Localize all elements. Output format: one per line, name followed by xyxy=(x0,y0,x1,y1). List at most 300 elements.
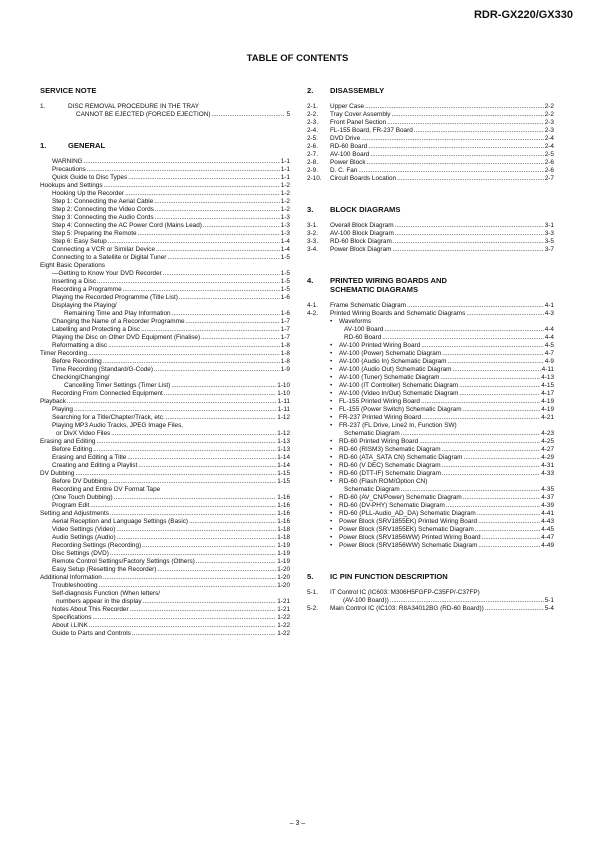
entry-page: 1-21 xyxy=(277,598,290,605)
entry-page: 4-21 xyxy=(541,414,554,421)
bullet-icon: • xyxy=(330,398,333,405)
leader-dots xyxy=(132,630,276,638)
section-heading xyxy=(40,141,290,150)
toc-entry[interactable] xyxy=(40,422,290,430)
entry-label: WARNING xyxy=(52,158,83,165)
toc-entry[interactable] xyxy=(307,342,554,350)
toc-entry[interactable] xyxy=(307,222,554,230)
toc-entry[interactable] xyxy=(40,430,290,438)
entry-number: 3-2. xyxy=(307,230,319,237)
toc-entry[interactable] xyxy=(40,590,290,598)
leader-dots xyxy=(96,438,276,446)
entry-page: 2-6 xyxy=(544,167,554,174)
leader-dots xyxy=(99,582,277,590)
leader-dots xyxy=(382,334,543,342)
leader-dots xyxy=(74,406,277,414)
toc-entry[interactable] xyxy=(40,390,290,398)
entry-label: FL-155 Printed Wiring Board xyxy=(339,398,420,405)
leader-dots xyxy=(138,230,280,238)
toc-entry[interactable] xyxy=(307,246,554,254)
toc-entry[interactable] xyxy=(40,166,290,174)
toc-entry[interactable] xyxy=(307,119,554,127)
entry-label: Specifications xyxy=(52,614,92,621)
section-title: PRINTED WIRING BOARDS AND xyxy=(330,276,447,285)
toc-entry[interactable] xyxy=(307,358,554,366)
entry-label: Playback xyxy=(40,398,66,405)
entry-label: Before DV Dubbing xyxy=(52,478,108,485)
leader-dots xyxy=(90,502,276,510)
entry-label: RD-60 (AV_CN/Power) Schematic Diagram xyxy=(339,494,462,501)
toc-entry[interactable] xyxy=(40,294,290,302)
toc-entry[interactable] xyxy=(40,238,290,246)
entry-label: DISC REMOVAL PROCEDURE IN THE TRAY xyxy=(68,103,200,110)
leader-dots xyxy=(397,175,544,183)
toc-entry[interactable] xyxy=(40,438,290,446)
entry-page: 1-20 xyxy=(277,574,290,581)
toc-entry[interactable] xyxy=(40,542,290,550)
toc-entry[interactable] xyxy=(307,167,554,175)
entry-page: 2-4 xyxy=(544,135,554,142)
leader-dots xyxy=(201,334,280,342)
leader-dots xyxy=(414,127,544,135)
entry-label: Program Edit xyxy=(52,502,90,509)
entry-page: 2-7 xyxy=(544,175,554,182)
entry-page: 1-7 xyxy=(280,326,290,333)
toc-entry[interactable] xyxy=(40,630,290,638)
toc-entry[interactable] xyxy=(307,151,554,159)
toc-entry[interactable] xyxy=(40,262,290,270)
leader-dots xyxy=(104,182,280,190)
toc-entry[interactable] xyxy=(307,230,554,238)
entry-number: 2-10. xyxy=(307,175,322,182)
leader-dots xyxy=(459,390,540,398)
toc-entry[interactable] xyxy=(307,414,554,422)
leader-dots xyxy=(84,158,280,166)
leader-dots xyxy=(392,111,544,119)
toc-entry[interactable] xyxy=(307,534,554,542)
leader-dots xyxy=(92,614,276,622)
leader-dots xyxy=(179,294,280,302)
entry-label: or DivX Video Files xyxy=(56,430,111,437)
section-number: 2. xyxy=(307,86,314,95)
entry-page: 1-16 xyxy=(277,518,290,525)
toc-entry[interactable] xyxy=(40,198,290,206)
toc-entry[interactable] xyxy=(307,382,554,390)
entry-label: Step 1: Connecting the Aerial Cable xyxy=(52,198,154,205)
entry-number: 3-3. xyxy=(307,238,319,245)
toc-entry[interactable] xyxy=(307,135,554,143)
toc-entry[interactable] xyxy=(40,206,290,214)
entry-label: AV-100 (Video In/Out) Schematic Diagram xyxy=(339,390,459,397)
toc-entry[interactable] xyxy=(307,398,554,406)
entry-number: 4-1. xyxy=(307,302,319,309)
toc-entry[interactable] xyxy=(40,254,290,262)
toc-entry[interactable] xyxy=(40,302,290,310)
toc-entry[interactable] xyxy=(307,318,554,326)
leader-dots xyxy=(123,286,280,294)
entry-page: 4-41 xyxy=(541,510,554,517)
entry-label: RD-60 Board xyxy=(344,334,382,341)
toc-entry[interactable] xyxy=(307,350,554,358)
leader-dots xyxy=(442,350,544,358)
entry-label: AV-100 (Power) Schematic Diagram xyxy=(339,350,442,357)
entry-label: FL-155 Board, FR-237 Board xyxy=(330,127,413,134)
leader-dots xyxy=(419,438,540,446)
entry-page: 1-3 xyxy=(280,214,290,221)
entry-page: 1-16 xyxy=(277,502,290,509)
toc-entry[interactable] xyxy=(40,526,290,534)
leader-dots xyxy=(88,350,280,358)
entry-label: Step 6: Easy Setup xyxy=(52,238,107,245)
entry-label: RD-60 Printed Wiring Board xyxy=(339,438,419,445)
leader-dots xyxy=(442,462,541,470)
toc-entry[interactable] xyxy=(40,103,290,111)
toc-entry[interactable] xyxy=(40,454,290,462)
entry-label: Reformatting a disc xyxy=(52,342,108,349)
toc-entry[interactable] xyxy=(307,175,554,183)
entry-page: 1-13 xyxy=(277,446,290,453)
toc-entry[interactable] xyxy=(307,518,554,526)
leader-dots xyxy=(407,302,544,310)
toc-entry[interactable] xyxy=(307,494,554,502)
toc-entry[interactable] xyxy=(307,597,554,605)
toc-entry[interactable] xyxy=(307,366,554,374)
toc-entry[interactable] xyxy=(40,382,290,390)
bullet-icon: • xyxy=(330,358,333,365)
bullet-icon: • xyxy=(330,534,333,541)
entry-label: Additional Information xyxy=(40,574,102,581)
toc-entry[interactable] xyxy=(40,190,290,198)
toc-entry[interactable] xyxy=(307,526,554,534)
bullet-icon: • xyxy=(330,342,333,349)
section-gap xyxy=(307,550,554,566)
toc-entry[interactable] xyxy=(40,222,290,230)
toc-entry[interactable] xyxy=(307,326,554,334)
entry-label: Displaying the Playing/ xyxy=(52,302,117,309)
entry-page: 4-13 xyxy=(541,374,554,381)
entry-label: Frame Schematic Diagram xyxy=(330,302,406,309)
toc-entry[interactable] xyxy=(307,374,554,382)
entry-label: Quick Guide to Disc Types xyxy=(52,174,128,181)
leader-dots xyxy=(154,198,279,206)
entry-label: FR-237 (FL Drive, Line2 In, Function SW) xyxy=(339,422,457,429)
leader-dots xyxy=(114,494,277,502)
entry-label: Recording From Connected Equipment xyxy=(52,390,163,397)
entry-page: 2-3 xyxy=(544,127,554,134)
leader-dots xyxy=(143,598,277,606)
entry-label: Disc Settings (DVD) xyxy=(52,550,109,557)
toc-entry[interactable] xyxy=(40,406,290,414)
leader-dots xyxy=(130,606,277,614)
toc-entry[interactable] xyxy=(307,143,554,151)
entry-page: 2-2 xyxy=(544,111,554,118)
bullet-icon: • xyxy=(330,510,333,517)
entry-page: 1-14 xyxy=(277,462,290,469)
toc-entry[interactable] xyxy=(40,446,290,454)
entry-page: 1-21 xyxy=(277,606,290,613)
leader-dots xyxy=(110,550,276,558)
toc-entry[interactable] xyxy=(40,534,290,542)
leader-dots xyxy=(89,622,276,630)
toc-entry[interactable] xyxy=(40,510,290,518)
leader-dots xyxy=(111,430,276,438)
toc-entry[interactable] xyxy=(307,390,554,398)
toc-entry[interactable] xyxy=(307,111,554,119)
toc-entry[interactable] xyxy=(40,574,290,582)
leader-dots xyxy=(155,206,280,214)
entry-page: 4-23 xyxy=(541,430,554,437)
entry-label: (One Touch Dubbing) xyxy=(52,494,113,501)
entry-label: Creating and Editing a Playlist xyxy=(52,462,138,469)
entry-page: 1-16 xyxy=(277,494,290,501)
leader-dots xyxy=(108,342,280,350)
toc-entry[interactable] xyxy=(40,486,290,494)
bullet-icon: • xyxy=(330,518,333,525)
entry-page: 1-2 xyxy=(280,182,290,189)
toc-entry[interactable] xyxy=(307,470,554,478)
toc-entry[interactable] xyxy=(307,605,554,613)
entry-page: 4-35 xyxy=(541,486,554,493)
toc-entry[interactable] xyxy=(40,111,290,119)
toc-entry[interactable] xyxy=(307,589,554,597)
leader-dots xyxy=(421,342,544,350)
toc-entry[interactable] xyxy=(40,326,290,334)
entry-label: Playing the Recorded Programme (Title List) xyxy=(52,294,178,301)
section-number: 5. xyxy=(307,572,314,581)
toc-entry[interactable] xyxy=(307,159,554,167)
section-title: IC PIN FUNCTION DESCRIPTION xyxy=(330,572,448,581)
entry-page: 4-37 xyxy=(541,494,554,501)
bullet-icon: • xyxy=(330,414,333,421)
toc-entry[interactable] xyxy=(40,174,290,182)
entry-label: RD-60 (V DEC) Schematic Diagram xyxy=(339,462,441,469)
entry-label: RD-60 Board xyxy=(330,143,368,150)
entry-label: Recording Settings (Recording) xyxy=(52,542,142,549)
toc-entry[interactable] xyxy=(307,478,554,486)
toc-entry[interactable] xyxy=(307,406,554,414)
toc-entry[interactable] xyxy=(40,358,290,366)
entry-label: Playing xyxy=(52,406,73,413)
toc-entry[interactable] xyxy=(40,614,290,622)
leader-dots xyxy=(463,406,541,414)
entry-label: Erasing and Editing xyxy=(40,438,96,445)
entry-label: Step 3: Connecting the Audio Cords xyxy=(52,214,154,221)
toc-entry[interactable] xyxy=(307,302,554,310)
leader-dots xyxy=(141,326,280,334)
toc-entry[interactable] xyxy=(40,182,290,190)
entry-label: Playing the Disc on Other DVD Equipment (Finalise) xyxy=(52,334,201,341)
toc-entry[interactable] xyxy=(40,246,290,254)
section-title: SCHEMATIC DIAGRAMS xyxy=(330,285,419,294)
entry-label: RD-60 (Flash ROM/Option CN) xyxy=(339,478,428,485)
leader-dots xyxy=(392,246,543,254)
entry-page: 1-12 xyxy=(277,414,290,421)
toc-entry[interactable] xyxy=(40,470,290,478)
leader-dots xyxy=(442,446,541,454)
toc-entry[interactable] xyxy=(307,422,554,430)
entry-page: 1-10 xyxy=(277,382,290,389)
toc-entry[interactable] xyxy=(40,622,290,630)
entry-page: 1-5 xyxy=(280,278,290,285)
entry-label: Checking/Changing/ xyxy=(52,374,110,381)
entry-page: 1-4 xyxy=(280,246,290,253)
toc-entry[interactable] xyxy=(40,414,290,422)
entry-page: 1-22 xyxy=(277,630,290,637)
toc-entry[interactable] xyxy=(307,446,554,454)
entry-label: AV-100 Block Diagram xyxy=(330,230,394,237)
entry-page: 4-5 xyxy=(544,342,554,349)
entry-page: 1-10 xyxy=(277,390,290,397)
leader-dots xyxy=(441,374,541,382)
toc-entry[interactable] xyxy=(40,558,290,566)
toc-entry[interactable] xyxy=(307,334,554,342)
toc-entry[interactable] xyxy=(40,398,290,406)
toc-entry[interactable] xyxy=(307,542,554,550)
toc-entry[interactable] xyxy=(40,334,290,342)
toc-entry[interactable] xyxy=(40,366,290,374)
entry-label: About i.LINK xyxy=(52,622,88,629)
toc-entry[interactable] xyxy=(40,318,290,326)
toc-entry[interactable] xyxy=(40,350,290,358)
toc-entry[interactable] xyxy=(40,310,290,318)
toc-entry[interactable] xyxy=(40,582,290,590)
entry-label: Inserting a Disc xyxy=(52,278,97,285)
toc-entry[interactable] xyxy=(307,127,554,135)
toc-entry[interactable] xyxy=(40,478,290,486)
entry-page: 1-2 xyxy=(280,190,290,197)
entry-label: DV Dubbing xyxy=(40,470,75,477)
entry-label: Timer Recording xyxy=(40,350,87,357)
entry-label: Changing the Name of a Recorder Programme xyxy=(52,318,185,325)
toc-entry[interactable] xyxy=(40,566,290,574)
leader-dots xyxy=(421,398,540,406)
entry-label: Schematic Diagram xyxy=(344,430,400,437)
bullet-icon: • xyxy=(330,422,333,429)
toc-entry[interactable] xyxy=(307,310,554,318)
leader-dots xyxy=(478,542,540,550)
leader-dots xyxy=(186,318,280,326)
toc-entry[interactable] xyxy=(40,606,290,614)
entry-page: 3-7 xyxy=(544,246,554,253)
entry-page: 4-3 xyxy=(544,310,554,317)
toc-entry[interactable] xyxy=(307,502,554,510)
bullet-icon: • xyxy=(330,438,333,445)
leader-dots xyxy=(452,366,540,374)
toc-entry[interactable] xyxy=(307,454,554,462)
entry-page: 1-20 xyxy=(277,582,290,589)
entry-page: 4-11 xyxy=(541,366,554,373)
toc-entry[interactable] xyxy=(307,238,554,246)
entry-label: —Getting to Know Your DVD Recorder xyxy=(52,270,162,277)
leader-dots xyxy=(478,518,540,526)
entry-page: 5-1 xyxy=(544,597,554,604)
entry-page: 1-4 xyxy=(280,238,290,245)
entry-number: 4-2. xyxy=(307,310,319,317)
toc-entry[interactable] xyxy=(307,103,554,111)
section-number: 1. xyxy=(40,141,47,150)
leader-dots xyxy=(154,366,280,374)
bullet-icon: • xyxy=(330,502,333,509)
toc-entry[interactable] xyxy=(307,486,554,494)
toc-entry[interactable] xyxy=(40,518,290,526)
entry-label: Precautions xyxy=(52,166,86,173)
toc-entry[interactable] xyxy=(40,342,290,350)
toc-entry[interactable] xyxy=(40,230,290,238)
entry-label: Waveforms xyxy=(339,318,372,325)
toc-entry[interactable] xyxy=(307,438,554,446)
entry-label: Step 4: Connecting the AC Power Cord (Mains Lead) xyxy=(52,222,202,229)
entry-page: 1-19 xyxy=(277,550,290,557)
entry-label: Main Control IC (IC103: R8A34012BG (RD-60 Board)) xyxy=(330,605,484,612)
entry-label: Power Block xyxy=(330,159,366,166)
leader-dots xyxy=(97,278,280,286)
entry-number: 2-5. xyxy=(307,135,319,142)
toc-entry[interactable] xyxy=(40,494,290,502)
bullet-icon: • xyxy=(330,318,333,325)
entry-label: Labelling and Protecting a Disc xyxy=(52,326,141,333)
toc-entry[interactable] xyxy=(307,510,554,518)
entry-label: FL-155 (Power Switch) Schematic Diagram xyxy=(339,406,462,413)
section-heading xyxy=(307,86,554,95)
entry-label: Video Settings (Video) xyxy=(52,526,116,533)
entry-label: Eight Basic Operations xyxy=(40,262,106,269)
leader-dots xyxy=(138,462,276,470)
leader-dots xyxy=(358,167,543,175)
entry-label: RD-60 (PLL-Audio_AD_DA) Schematic Diagram xyxy=(339,510,476,517)
entry-label: IT Control IC (IC603: M306H5FGFP-C35FP/-C37FP) xyxy=(330,589,480,596)
entry-label: DVD Drive xyxy=(330,135,361,142)
toc-entry[interactable] xyxy=(40,374,290,382)
entry-label: Setting and Adjustments xyxy=(40,510,109,517)
toc-entry[interactable] xyxy=(307,430,554,438)
toc-entry[interactable] xyxy=(40,462,290,470)
section-number: 3. xyxy=(307,205,314,214)
model-number: RDR-GX220/GX330 xyxy=(473,9,573,21)
section-number: 4. xyxy=(307,276,314,285)
toc-entry[interactable] xyxy=(40,214,290,222)
entry-page: 4-7 xyxy=(544,350,554,357)
entry-label: Recording and Entire DV Format Tape xyxy=(52,486,161,493)
toc-entry[interactable] xyxy=(40,598,290,606)
bullet-icon: • xyxy=(330,374,333,381)
entry-page: 1-2 xyxy=(280,206,290,213)
leader-dots xyxy=(110,510,276,518)
leader-dots xyxy=(142,542,276,550)
toc-entry[interactable] xyxy=(40,278,290,286)
toc-entry[interactable] xyxy=(40,158,290,166)
toc-entry[interactable] xyxy=(40,550,290,558)
entry-label: Power Block Diagram xyxy=(330,246,392,253)
entry-label: AV-100 Printed Wiring Board xyxy=(339,342,421,349)
entry-page: 1-15 xyxy=(277,478,290,485)
toc-entry[interactable] xyxy=(40,270,290,278)
leader-dots xyxy=(463,454,540,462)
bullet-icon: • xyxy=(330,350,333,357)
entry-label: RD-60 (DTT-IF) Schematic Diagram xyxy=(339,470,441,477)
entry-page: 1-6 xyxy=(280,310,290,317)
entry-label: Power Block (SRV1855EK) Printed Wiring Board xyxy=(339,518,478,525)
entry-label: Upper Case xyxy=(330,103,365,110)
entry-label: Connecting to a Satellite or Digital Tuner xyxy=(52,254,167,261)
entry-page: 1-5 xyxy=(280,270,290,277)
leader-dots xyxy=(93,446,276,454)
leader-dots xyxy=(128,174,280,182)
toc-entry[interactable] xyxy=(40,286,290,294)
entry-label: Easy Setup (Resetting the Recorder) xyxy=(52,566,157,573)
entry-label: AV-100 (IT Controller) Schematic Diagram xyxy=(339,382,459,389)
toc-entry[interactable] xyxy=(307,462,554,470)
toc-entry[interactable] xyxy=(40,502,290,510)
